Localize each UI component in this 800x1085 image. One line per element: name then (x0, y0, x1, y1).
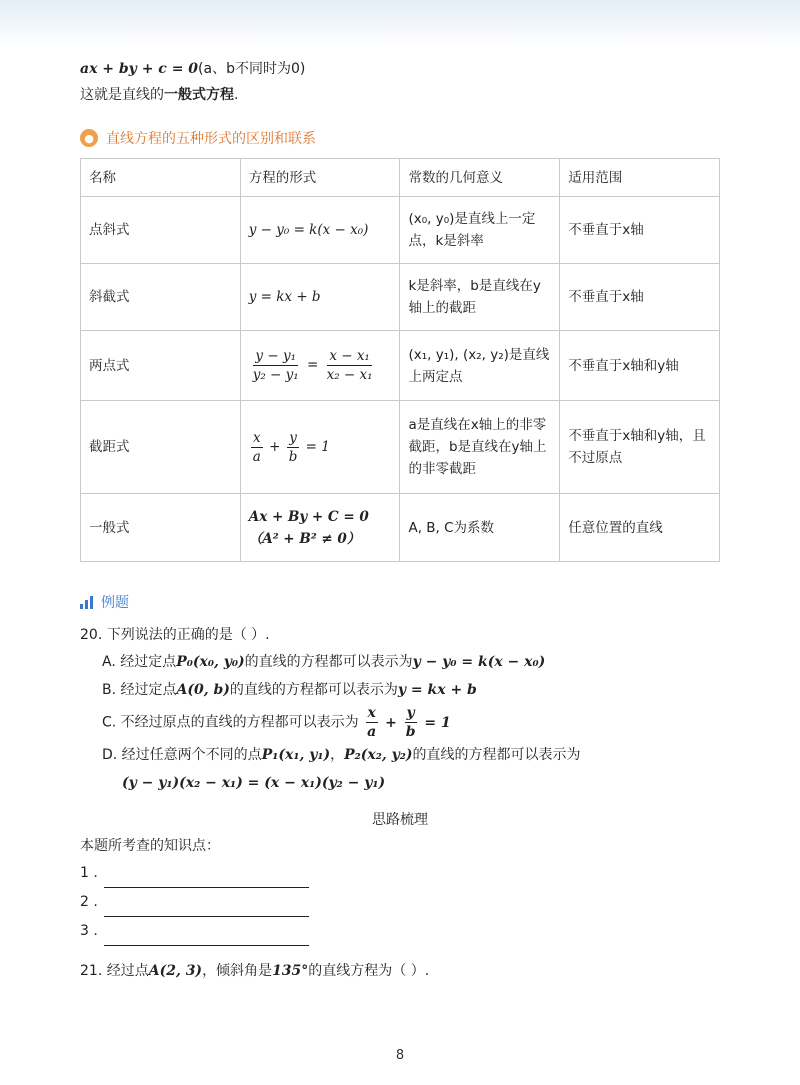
question-math: A(2, 3) (148, 963, 203, 979)
right-hand-side: = 1 (424, 714, 451, 731)
option-text: C. 不经过原点的直线的方程都可以表示为 (102, 714, 359, 731)
fraction-numerator: x − x₁ (329, 348, 370, 364)
option-math: P₁(x₁, y₁) (261, 747, 331, 763)
fraction-denominator: x₂ − x₁ (326, 367, 373, 383)
row-scope: 任意位置的直线 (560, 494, 720, 562)
option-text: 的直线的方程都可以表示为 (244, 654, 413, 670)
row-scope: 不垂直于x轴和y轴 (560, 331, 720, 401)
fraction (251, 347, 301, 384)
row-name: 一般式 (81, 494, 241, 562)
fraction-denominator: b (405, 724, 416, 740)
option-b (80, 676, 720, 704)
sentence-prefix: 这就是直线的 (80, 87, 164, 103)
row-name: 截距式 (81, 401, 241, 494)
fraction-numerator: x (252, 429, 261, 446)
row-meaning: (x₁, y₁), (x₂, y₂)是直线上两定点 (400, 331, 560, 401)
fraction (325, 347, 375, 384)
top-banner (0, 0, 800, 46)
fraction-denominator: a (252, 448, 261, 465)
blank-row (80, 917, 720, 946)
section-title: 直线方程的五种形式的区别和联系 (106, 131, 316, 147)
question-text: 的直线方程为（ ）. (308, 963, 430, 979)
general-equation-condition: (a、b不同时为0) (198, 61, 306, 77)
option-d (80, 741, 720, 769)
header-form: 方程的形式 (240, 159, 400, 197)
fraction (365, 704, 378, 741)
row-meaning: (x₀, y₀)是直线上一定点，k是斜率 (400, 197, 560, 264)
option-math: P₀(x₀, y₀) (176, 654, 245, 670)
signal-bars-icon (80, 595, 93, 609)
option-math: A(0, b) (176, 682, 230, 698)
fill-in-blank[interactable] (104, 929, 309, 946)
row-formula (240, 401, 400, 494)
fraction-denominator: y₂ − y₁ (252, 367, 299, 383)
header-name: 名称 (81, 159, 241, 197)
header-scope: 适用范围 (560, 159, 720, 197)
fill-in-blank[interactable] (104, 871, 309, 888)
row-scope: 不垂直于x轴 (560, 264, 720, 331)
header-meaning: 常数的几何意义 (400, 159, 560, 197)
table-row (81, 331, 720, 401)
fraction (287, 429, 300, 466)
page-number: 8 (395, 1048, 405, 1063)
fraction-numerator: y − y₁ (255, 348, 296, 364)
option-text: D. 经过任意两个不同的点 (102, 747, 262, 763)
option-math: y = kx + b (397, 682, 477, 698)
fraction (404, 704, 418, 741)
fill-in-blank[interactable] (104, 900, 309, 917)
question-text: ，倾斜角是 (202, 963, 273, 979)
equals-sign: = (307, 357, 319, 373)
table-row (81, 494, 720, 562)
option-a (80, 648, 720, 676)
knowledge-prompt: 本题所考查的知识点： (80, 838, 220, 854)
blank-number: 3 . (80, 923, 98, 939)
section-heading (80, 124, 720, 152)
row-name: 点斜式 (81, 197, 241, 264)
row-formula: y − y₀ = k(x − x₀) (240, 197, 400, 264)
option-text: 的直线的方程都可以表示为 (229, 682, 398, 698)
general-form-sentence (80, 82, 720, 108)
table-row (81, 197, 720, 264)
thinking-title: 思路梳理 (372, 812, 428, 828)
blank-row (80, 888, 720, 917)
row-meaning: A, B, C为系数 (400, 494, 560, 562)
option-math: P₂(x₂, y₂) (344, 747, 413, 763)
option-text: B. 经过定点 (102, 682, 177, 698)
plus-sign: + (385, 714, 397, 731)
option-math: (y − y₁)(x₂ − x₁) = (x − x₁)(y₂ − y₁) (122, 775, 386, 791)
example-heading (80, 590, 720, 614)
question-20-stem: 20. 下列说法的正确的是（ ）. (80, 627, 270, 643)
option-math: y − y₀ = k(x − x₀) (412, 654, 546, 670)
question-text: 21. 经过点 (80, 963, 149, 979)
sentence-bold-term: 一般式方程 (164, 87, 234, 103)
fraction (251, 429, 263, 466)
fraction-numerator: y (406, 705, 415, 721)
table-row (81, 401, 720, 494)
row-meaning: a是直线在x轴上的非零截距，b是直线在y轴上的非零截距 (400, 401, 560, 494)
question-21 (80, 958, 720, 984)
option-math (363, 705, 451, 740)
fraction-numerator: y (289, 429, 297, 446)
sentence-suffix: . (234, 87, 239, 103)
plus-sign: + (269, 438, 281, 455)
row-scope: 不垂直于x轴和y轴，且不过原点 (560, 401, 720, 494)
table-header-row (81, 159, 720, 197)
row-meaning: k是斜率，b是直线在y轴上的截距 (400, 264, 560, 331)
option-text: A. 经过定点 (102, 654, 177, 670)
page-content (80, 56, 720, 984)
row-formula (240, 494, 400, 562)
right-hand-side: = 1 (305, 438, 330, 455)
line-forms-table (80, 158, 720, 562)
option-d-continued (80, 769, 720, 797)
bulb-icon: ● (80, 129, 98, 147)
general-formula: Ax + By + C = 0 (248, 508, 369, 525)
option-c (80, 704, 720, 741)
fraction-denominator: a (367, 724, 377, 740)
example-label: 例题 (101, 595, 129, 611)
blank-number: 2 . (80, 894, 98, 910)
general-equation-line (80, 56, 720, 82)
row-name: 斜截式 (81, 264, 241, 331)
blank-number: 1 . (80, 865, 98, 881)
fraction-numerator: x (367, 705, 376, 721)
table-row (81, 264, 720, 331)
row-name: 两点式 (81, 331, 241, 401)
option-text: ， (330, 747, 345, 763)
option-text: 的直线的方程都可以表示为 (412, 747, 581, 763)
question-math: 135° (272, 963, 309, 979)
blank-row (80, 859, 720, 888)
fraction-denominator: b (288, 448, 298, 465)
general-formula-condition: （A² + B² ≠ 0） (248, 530, 361, 547)
general-equation: ax + by + c = 0 (80, 61, 199, 77)
row-formula: y = kx + b (240, 264, 400, 331)
row-formula (240, 331, 400, 401)
row-scope: 不垂直于x轴 (560, 197, 720, 264)
